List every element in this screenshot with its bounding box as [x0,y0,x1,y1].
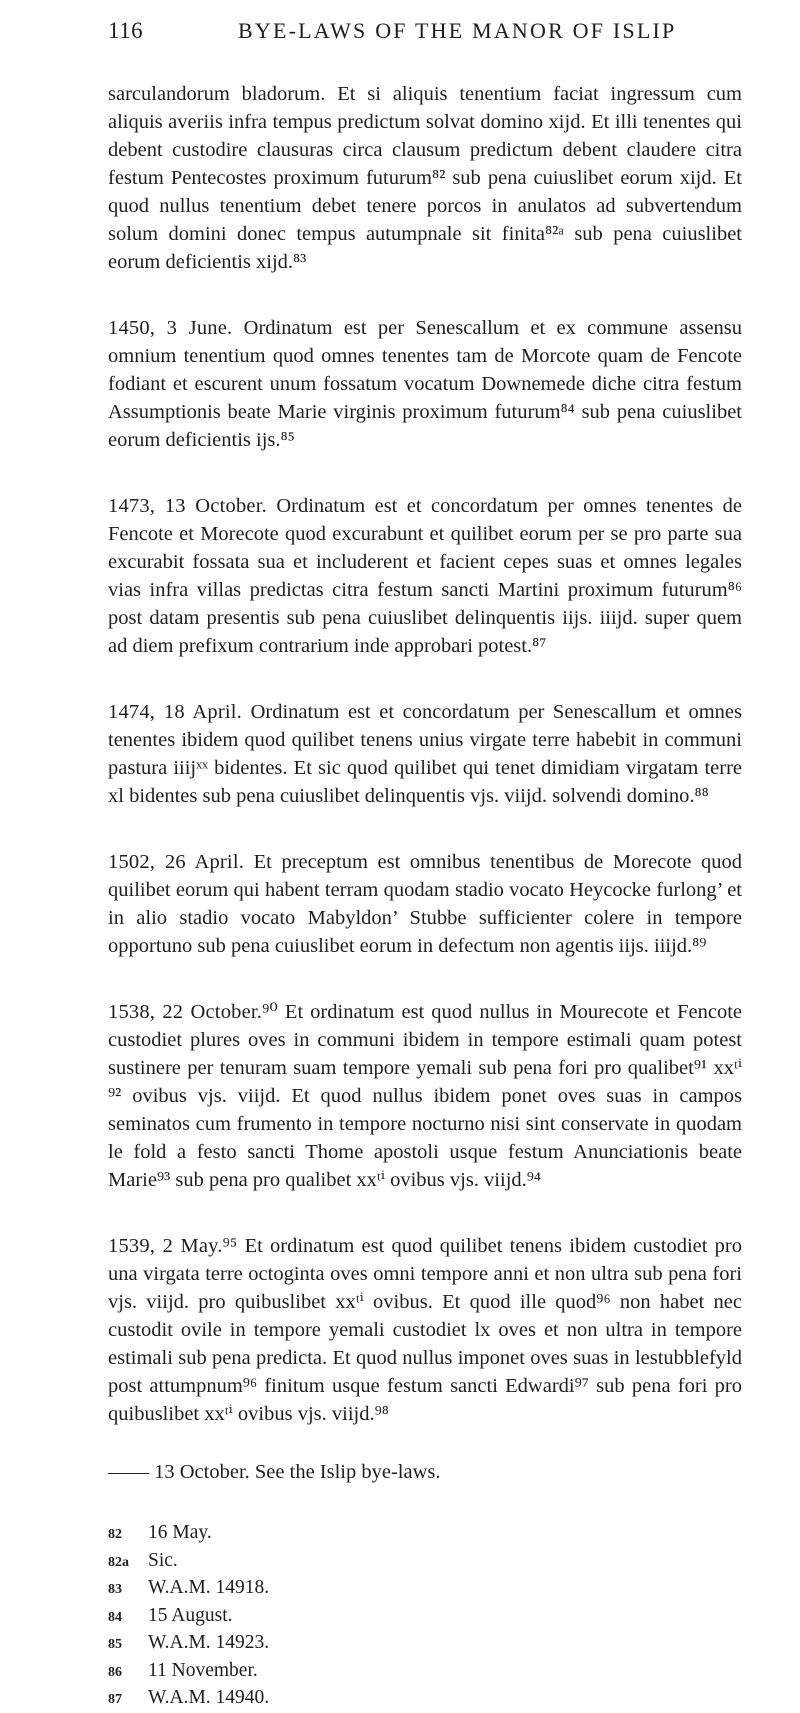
entry-date: 1502, 26 April. [108,851,245,873]
footnote [108,1548,742,1576]
footnote [108,1630,742,1658]
paragraph-text: Et preceptum est omnibus tenentibus de Morecote quod quilibet eorum qui habent terram quodam stadio vocato Heycocke furlong’ et in alio stadio vocato Mabyldon’ Stubbe sufficienter colere in tempore opportuno sub pena cuiuslibet eorum in defectum non agentis iijs. iiijd.⁸⁹ [108,851,742,957]
entry-date: 1539, 2 May.⁹⁵ [108,1235,238,1257]
footnote [108,1603,742,1631]
footnote [108,1575,742,1603]
running-title: BYE-LAWS OF THE MANOR OF ISLIP [238,18,677,43]
footnotes [108,1520,742,1713]
footnote-text: W.A.M. 14940. [148,1687,270,1708]
paragraph-1473 [108,492,742,660]
footnote-text: W.A.M. 14918. [148,1577,270,1598]
paragraph-text: Et ordinatum est quod quilibet tenens ibidem custodiet pro una virgata terre octoginta oves omni tempore anni et non ultra sub pena fori vjs. viijd. pro quibuslibet xxᵗⁱ ovibus. Et quod ille quod⁹⁶ non habet nec custodit ovile in tempore yemali custodiet lx oves et non ultra in tempore estimali sub pena predicta. Et quod nullus imponet oves suas in lestubblefyld post attumpnum⁹⁶ finitum usque festum sancti Edwardi⁹⁷ sub pena fori pro quibuslibet xxᵗⁱ ovibus vjs. viijd.⁹⁸ [108,1235,743,1425]
footnote-number: 85 [108,1637,122,1652]
paragraph-1539 [108,1232,742,1428]
entry-date: 1450, 3 June. [108,317,233,339]
paragraph-text: Et ordinatum est quod nullus in Mourecote et Fencote custodiet plures oves in communi ibidem in tempore estimali quam potest sustinere per tenuram suam tempore yemali sub pena fori pro qualibet⁹¹ xxᵗⁱ ⁹² ovibus vjs. viijd. Et quod nullus ibidem ponet oves suas in campos seminatos cum frumento in tempore nocturno nisi sint conservate in quodam le fold a festo sancti Thome apostoli usque festum Anunciationis beate Marie⁹³ sub pena pro qualibet xxᵗⁱ ovibus vjs. viijd.⁹⁴ [108,1001,742,1191]
paragraph-1502 [108,848,742,960]
footnote-number: 84 [108,1609,122,1625]
footnote-number: 82 [108,1527,122,1542]
paragraph-text: sarculandorum bladorum. Et si aliquis tenentium faciat ingressum cum aliquis averiis infra tempus predictum solvat domino xijd. Et illi tenentes qui debent custodire clausuras circa clausum predictum debent claudere citra festum Pentecostes proximum futurum⁸² sub pena cuiuslibet eorum xijd. Et quod nullus tenentium debet tenere porcos in anulatos ad subvertendum solum domini donec tempus autumpnale sit finita⁸²ᵃ sub pena cuiuslibet eorum deficientis xijd.⁸³ [108,83,742,273]
footnote [108,1658,742,1686]
footnote-text: Sic. [148,1549,178,1571]
footnote-number: 83 [108,1582,122,1597]
paragraph-continuation [108,80,742,276]
paragraph-1450 [108,314,742,454]
entry-date: 1538, 22 October.⁹⁰ [108,1001,278,1023]
paragraph-text: Ordinatum est per Senescallum et ex commune assensu omnium tenentium quod omnes tenentes tam de Morcote quam de Fencote fodiant et escurent unum fossatum vocatum Downemede diche citra festum Assumptionis beate Marie virginis proximum futurum⁸⁴ sub pena cuiuslibet eorum deficientis ijs.⁸⁵ [108,317,742,451]
paragraph-1474 [108,698,742,810]
footnote-number: 87 [108,1692,122,1707]
paragraph-text: Ordinatum est et concordatum per omnes tenentes de Fencote et Morecote quod excurabunt et quilibet eorum per se pro parte sua excurabit fossata sua et includerent et facient cepes suas et omnes legales vias infra villas predictas citra festum sancti Martini proximum futurum⁸⁶ post datam presentis sub pena cuiuslibet delinquentis iijs. iiijd. super quem ad diem prefixum contrarium inde approbari potest.⁸⁷ [108,495,742,657]
footnote [108,1685,742,1713]
footnote-number: 82a [108,1554,129,1570]
page-number: 116 [108,18,144,43]
body-text [108,80,742,1713]
entry-date: 1473, 13 October. [108,495,267,517]
paragraph-text: Ordinatum est et concordatum per Senescallum et omnes tenentes ibidem quod quilibet tenens unius virgate terre habebit in communi pastura iiijˣˣ bidentes. Et sic quod quilibet qui tenet dimidiam virgatam terre xl bidentes sub pena cuiuslibet delinquentis vjs. viijd. solvendi domino.⁸⁸ [108,701,742,807]
footnote-number: 86 [108,1664,122,1680]
entry-date: 1474, 18 April. [108,701,243,723]
footnote-text: 11 November. [148,1659,258,1681]
footnote-text: W.A.M. 14923. [148,1632,270,1653]
footnote-text: 16 May. [148,1522,212,1543]
running-head [108,14,742,44]
footnote-text: 15 August. [148,1604,233,1626]
paragraph-1538 [108,998,742,1194]
cross-reference: —— 13 October. See the Islip bye-laws. [108,1461,441,1483]
footnote [108,1520,742,1548]
